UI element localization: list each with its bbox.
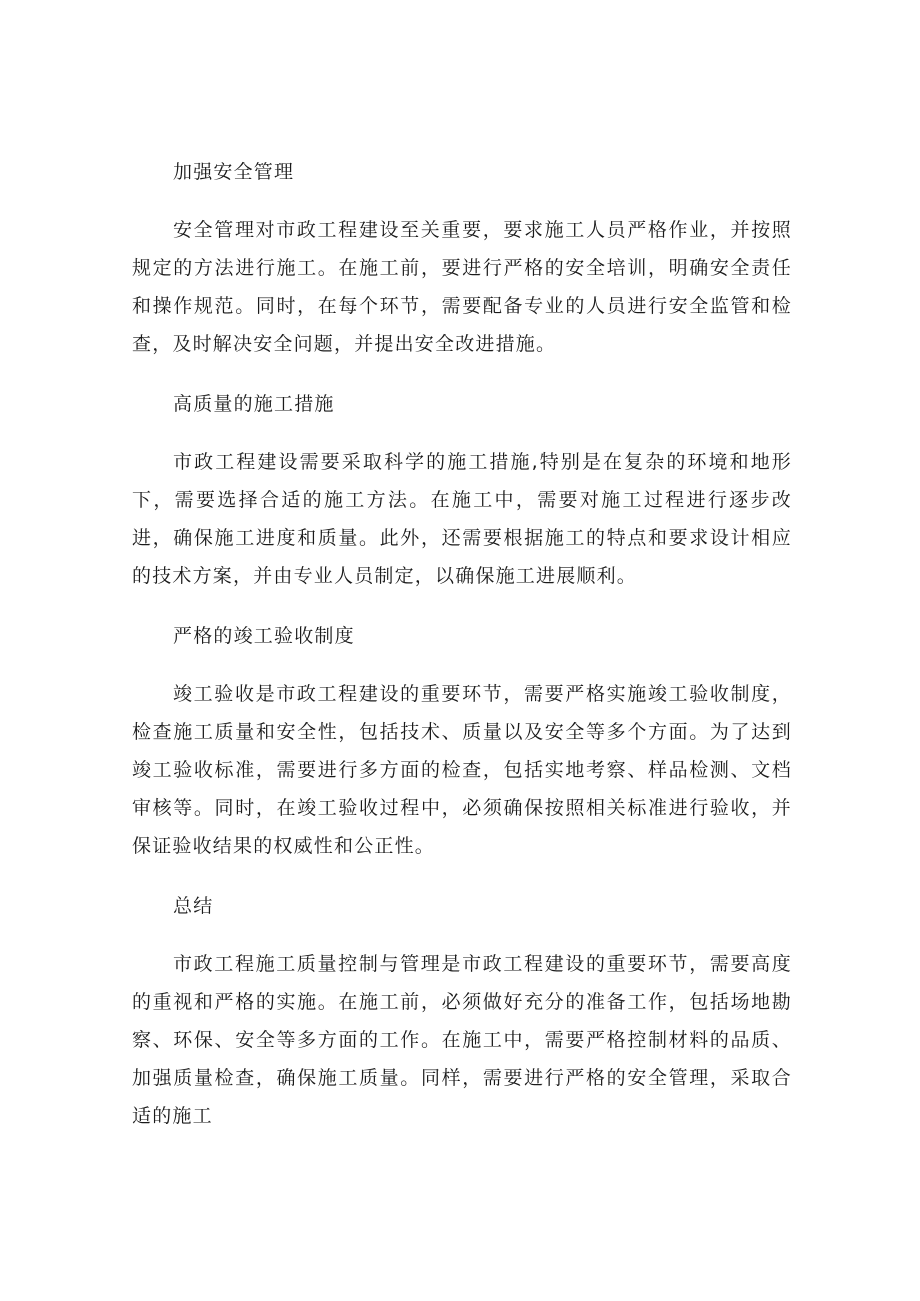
section-heading-summary: 总结 bbox=[173, 895, 214, 917]
section-heading-acceptance-system: 严格的竣工验收制度 bbox=[173, 625, 355, 647]
document-body bbox=[132, 153, 792, 1157]
section-paragraph-summary: 市政工程施工质量控制与管理是市政工程建设的重要环节，需要高度的重视和严格的实施。在施工前，必须做好充分的准备工作，包括场地勘察、环保、安全等多方面的工作。在施工中，需要严格控制材料的品质、加强质量检查，确保施工质量。同样，需要进行严格的安全管理，采取合适的施工 bbox=[132, 953, 792, 1127]
section-paragraph-safety-management: 安全管理对市政工程建设至关重要，要求施工人员严格作业，并按照规定的方法进行施工。在施工前，要进行严格的安全培训，明确安全责任和操作规范。同时，在每个环节，需要配备专业的人员进行安全监管和检查，及时解决安全问题，并提出安全改进措施。 bbox=[132, 219, 792, 355]
section-heading-construction-measures: 高质量的施工措施 bbox=[173, 393, 335, 415]
section-paragraph-acceptance-system: 竣工验收是市政工程建设的重要环节，需要严格实施竣工验收制度，检查施工质量和安全性，包括技术、质量以及安全等多个方面。为了达到竣工验收标准，需要进行多方面的检查，包括实地考察、样品检测、文档审核等。同时，在竣工验收过程中，必须确保按照相关标准进行验收，并保证验收结果的权威性和公正性。 bbox=[132, 683, 792, 857]
section-paragraph-construction-measures: 市政工程建设需要采取科学的施工措施,特别是在复杂的环境和地形下，需要选择合适的施工方法。在施工中，需要对施工过程进行逐步改进，确保施工进度和质量。此外，还需要根据施工的特点和要求设计相应的技术方案，并由专业人员制定，以确保施工进展顺利。 bbox=[132, 451, 792, 587]
section-heading-safety-management: 加强安全管理 bbox=[173, 161, 295, 183]
